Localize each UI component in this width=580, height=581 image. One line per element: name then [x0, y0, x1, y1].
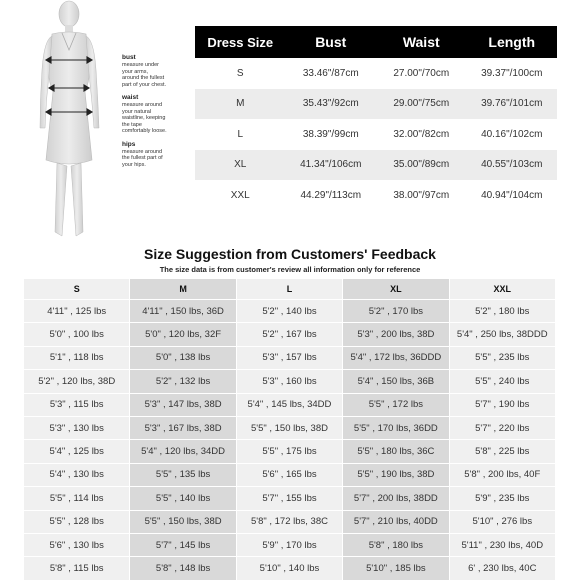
note-text: measure under your arms, around the fullest part of your chest. [122, 62, 167, 88]
feedback-cell: 5'2" , 180 lbs [449, 300, 555, 323]
feedback-cell: 5'2" , 140 lbs [236, 300, 342, 323]
feedback-cell: 5'7" , 190 lbs [449, 393, 555, 416]
size-cell: 44.29"/113cm [300, 189, 362, 201]
feedback-cell: 5'5" , 150 lbs, 38D [236, 416, 342, 439]
size-cell: 27.00"/70cm [393, 67, 450, 79]
note-title: waist [122, 94, 139, 101]
header-m: M [130, 279, 236, 300]
feedback-row [24, 487, 556, 510]
feedback-cell: 5'3" , 167 lbs, 38D [130, 416, 236, 439]
feedback-cell: 5'5" , 150 lbs, 38D [130, 510, 236, 533]
feedback-cell: 5'7" , 220 lbs [449, 416, 555, 439]
feedback-title: Size Suggestion from Customers' Feedback [144, 246, 436, 262]
measurement-notes [122, 54, 188, 174]
feedback-table [23, 278, 556, 581]
size-row [195, 119, 557, 150]
note-bust [122, 54, 188, 88]
feedback-cell: 5'4" , 120 lbs, 34DD [130, 440, 236, 463]
feedback-row [24, 440, 556, 463]
header-xl: XL [343, 279, 449, 300]
feedback-cell: 5'8" , 115 lbs [24, 557, 130, 580]
feedback-cell: 5'8" , 225 lbs [449, 440, 555, 463]
size-row [195, 180, 557, 211]
note-title: bust [122, 54, 136, 61]
feedback-cell: 5'4" , 250 lbs, 38DDD [449, 323, 555, 346]
size-row [195, 150, 557, 181]
size-cell: 38.00"/97cm [393, 189, 450, 201]
size-cell: 33.46"/87cm [302, 67, 359, 79]
feedback-cell: 5'10" , 276 lbs [449, 510, 555, 533]
size-cell: 40.94"/104cm [481, 189, 543, 201]
size-cell: 39.37"/100cm [481, 67, 543, 79]
feedback-cell: 5'5" , 140 lbs [130, 487, 236, 510]
header-l: L [236, 279, 342, 300]
feedback-cell: 5'4" , 150 lbs, 36B [343, 370, 449, 393]
size-cell: XXL [230, 189, 250, 201]
feedback-cell: 5'0" , 120 lbs, 32F [130, 323, 236, 346]
feedback-cell: 5'10" , 140 lbs [236, 557, 342, 580]
feedback-cell: 5'8" , 172 lbs, 38C [236, 510, 342, 533]
feedback-cell: 5'7" , 155 lbs [236, 487, 342, 510]
feedback-cell: 5'8" , 180 lbs [343, 533, 449, 556]
feedback-cell: 5'4" , 145 lbs, 34DD [236, 393, 342, 416]
feedback-cell: 5'8" , 148 lbs [130, 557, 236, 580]
feedback-cell: 5'6" , 130 lbs [24, 533, 130, 556]
size-table-header [195, 26, 557, 58]
feedback-cell: 5'5" , 170 lbs, 36DD [343, 416, 449, 439]
feedback-cell: 5'9" , 170 lbs [236, 533, 342, 556]
feedback-cell: 5'3" , 157 lbs [236, 346, 342, 369]
feedback-cell: 5'7" , 200 lbs, 38DD [343, 487, 449, 510]
size-cell: 40.55"/103cm [467, 150, 558, 181]
feedback-cell: 5'1" , 118 lbs [24, 346, 130, 369]
feedback-cell: 5'5" , 240 lbs [449, 370, 555, 393]
feedback-row [24, 416, 556, 439]
header-s: S [24, 279, 130, 300]
feedback-cell: 5'11" , 230 lbs, 40D [449, 533, 555, 556]
feedback-cell: 5'10" , 185 lbs [343, 557, 449, 580]
size-cell: 35.43"/92cm [286, 89, 377, 120]
feedback-cell: 5'5" , 128 lbs [24, 510, 130, 533]
feedback-cell: 5'5" , 114 lbs [24, 487, 130, 510]
feedback-cell: 6' , 230 lbs, 40C [449, 557, 555, 580]
feedback-cell: 5'8" , 200 lbs, 40F [449, 463, 555, 486]
feedback-cell: 5'5" , 172 lbs [343, 393, 449, 416]
feedback-cell: 5'9" , 235 lbs [449, 487, 555, 510]
feedback-cell: 5'2" , 132 lbs [130, 370, 236, 393]
feedback-cell: 5'5" , 135 lbs [130, 463, 236, 486]
size-cell: 32.00"/82cm [393, 128, 450, 140]
size-cell: M [195, 89, 286, 120]
size-cell: 39.76"/101cm [467, 89, 558, 120]
size-row [195, 89, 557, 120]
feedback-row [24, 557, 556, 580]
feedback-cell: 5'4" , 125 lbs [24, 440, 130, 463]
header-length: Length [467, 26, 558, 58]
feedback-cell: 5'0" , 100 lbs [24, 323, 130, 346]
feedback-row [24, 300, 556, 323]
feedback-cell: 5'7" , 145 lbs [130, 533, 236, 556]
size-cell: S [236, 67, 244, 79]
feedback-row [24, 346, 556, 369]
feedback-cell: 5'6" , 165 lbs [236, 463, 342, 486]
feedback-row [24, 533, 556, 556]
feedback-cell: 5'2" , 120 lbs, 38D [24, 370, 130, 393]
feedback-subtitle: The size data is from customer's review all information only for reference [159, 265, 421, 274]
size-cell: 29.00"/75cm [376, 89, 467, 120]
feedback-cell: 5'5" , 190 lbs, 38D [343, 463, 449, 486]
feedback-cell: 4'11" , 150 lbs, 36D [130, 300, 236, 323]
feedback-cell: 4'11" , 125 lbs [24, 300, 130, 323]
note-title: hips [122, 140, 136, 148]
feedback-row [24, 370, 556, 393]
feedback-cell: 5'3" , 147 lbs, 38D [130, 393, 236, 416]
header-xxl: XXL [449, 279, 555, 300]
feedback-cell: 5'5" , 180 lbs, 36C [343, 440, 449, 463]
header-waist: Waist [376, 26, 467, 58]
size-row [195, 58, 557, 89]
header-bust: Bust [286, 26, 377, 58]
note-hips [122, 141, 188, 169]
feedback-cell: 5'4" , 172 lbs, 36DDD [343, 346, 449, 369]
header-dress-size: Dress Size [195, 26, 286, 58]
feedback-cell: 5'3" , 160 lbs [236, 370, 342, 393]
size-cell: L [237, 128, 244, 140]
feedback-cell: 5'7" , 210 lbs, 40DD [343, 510, 449, 533]
feedback-row [24, 323, 556, 346]
dress-size-table [195, 26, 557, 211]
feedback-table-header [24, 279, 556, 300]
size-cell: 40.16"/102cm [481, 128, 543, 140]
note-waist [122, 94, 188, 135]
feedback-row [24, 393, 556, 416]
size-cell: XL [195, 150, 286, 181]
size-cell: 41.34"/106cm [286, 150, 377, 181]
feedback-cell: 5'3" , 130 lbs [24, 416, 130, 439]
body-measurement-figure [22, 0, 117, 248]
size-cell: 35.00"/89cm [376, 150, 467, 181]
feedback-cell: 5'0" , 138 lbs [130, 346, 236, 369]
note-text: measure around the fullest part of your hips. [122, 148, 163, 168]
feedback-row [24, 463, 556, 486]
feedback-cell: 5'3" , 200 lbs, 38D [343, 323, 449, 346]
feedback-cell: 5'5" , 235 lbs [449, 346, 555, 369]
feedback-cell: 5'5" , 175 lbs [236, 440, 342, 463]
note-text: measure around your natural waistline, keeping the tape comfortably loose. [122, 102, 167, 134]
feedback-cell: 5'4" , 130 lbs [24, 463, 130, 486]
feedback-row [24, 510, 556, 533]
feedback-cell: 5'2" , 167 lbs [236, 323, 342, 346]
feedback-cell: 5'2" , 170 lbs [343, 300, 449, 323]
size-cell: 38.39"/99cm [302, 128, 359, 140]
feedback-cell: 5'3" , 115 lbs [24, 393, 130, 416]
